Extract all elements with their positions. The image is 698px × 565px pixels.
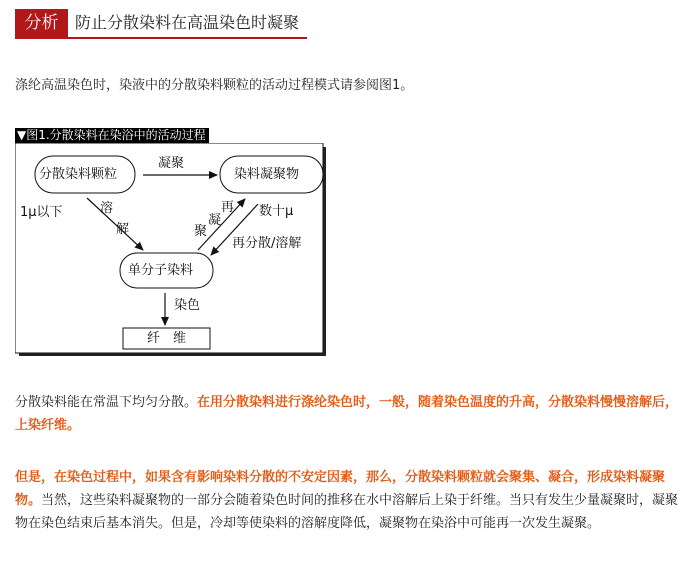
paragraph-1-highlight: 在用分散染料进行涤纶染色时，一般，随着染色温度的升高，分散染料慢慢溶解后，上染纤维。 [15,395,679,433]
node-particles-label: 分散染料颗粒 [39,167,118,182]
label-aggregate: 凝聚 [158,156,185,171]
paragraph-2-normal: 当然，这些染料凝聚物的一部分会随着染色时间的推移在水中溶解后上染于纤维。当只有发生少量凝聚时，凝聚物在染色结束后基本消失。但是，冷却等使染料的溶解度降低，凝聚物在染浴中可能再一次发生凝聚。 [15,493,679,531]
paragraph-1-normal: 分散染料能在常温下均匀分散。 [15,395,198,410]
header-divider [15,37,307,39]
label-dyeing: 染色 [174,298,201,313]
paragraph-1 [15,391,683,437]
page-title: 防止分散染料在高温染色时凝聚 [75,13,300,32]
label-dissolve-2: 解 [116,222,130,237]
paragraph-2 [15,466,683,535]
node-fiber-label: 纤 维 [147,331,187,346]
label-size-large: 数十μ [259,204,294,219]
node-single-label: 单分子染料 [128,263,194,278]
label-reagg-2: 凝 [208,213,222,228]
label-redisperse: 再分散/溶解 [232,236,302,251]
label-dissolve-1: 溶 [100,201,114,216]
figure-caption: ▼图1.分散染料在染浴中的活动过程 [15,128,209,143]
intro-text: 涤纶高温染色时，染液中的分散染料颗粒的活动过程模式请参阅图1。 [15,78,414,93]
paragraph-2-highlight: 但是，在染色过程中，如果含有影响染料分散的不安定因素，那么，分散染料颗粒就会聚集、凝合，形成染料凝聚物。 [15,470,666,508]
node-aggregate-label: 染料凝聚物 [234,167,300,182]
label-reagg-1: 再 [221,200,235,215]
section-header [15,9,307,39]
process-diagram [15,143,326,356]
label-reagg-3: 聚 [194,224,208,239]
section-badge: 分析 [15,9,68,37]
label-size-small: 1μ以下 [20,205,63,220]
